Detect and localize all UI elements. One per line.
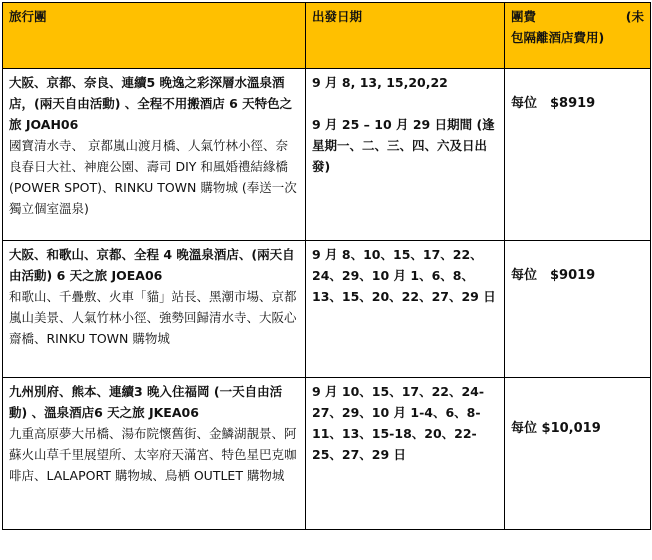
departure-dates: 9 月 10、15、17、22、24-27、29、10 月 1-4、6、8-11、13、15-18、20、22-25、27、29 日 xyxy=(312,384,485,462)
price-cell: 每位 $9019 xyxy=(505,241,651,378)
table-row xyxy=(3,241,651,378)
header-fee-label: 團費 xyxy=(511,9,537,24)
table-row xyxy=(3,378,651,530)
tour-description: 和歌山、千疊敷、火車「貓」站長、黑潮市場、京都嵐山美景、人氣竹林小徑、強勢回歸清水寺、大阪心齋橋、RINKU TOWN 購物城 xyxy=(9,289,297,346)
departure-dates: 9 月 25 – 10 月 29 日期間 (逢星期一、二、三、四、六及日出發) xyxy=(312,117,495,174)
tour-title: 大阪、和歌山、京都、全程 4 晚溫泉酒店、(兩天自由活動) 6 天之旅 JOEA06 xyxy=(9,247,295,283)
header-fee-note: 包隔離酒店費用) xyxy=(511,30,605,45)
tour-cell xyxy=(3,378,306,530)
tour-cell xyxy=(3,69,306,241)
dates-cell xyxy=(306,241,505,378)
dates-cell xyxy=(306,378,505,530)
header-row xyxy=(3,3,651,69)
header-dates: 出發日期 xyxy=(306,3,505,69)
header-fee xyxy=(505,3,651,69)
header-tour: 旅行團 xyxy=(3,3,306,69)
tour-description: 九重高原夢大吊橋、湯布院懷舊街、金鱗湖靚景、阿蘇火山草千里展望所、太宰府天滿宮、特色星巴克咖啡店、LALAPORT 購物城、鳥栖 OUTLET 購物城 xyxy=(9,426,297,483)
table-row xyxy=(3,69,651,241)
tour-title: 大阪、京都、奈良、連續5 晚逸之彩深層水溫泉酒店，(兩天自由活動) 、全程不用搬酒店 6 天特色之旅 JOAH06 xyxy=(9,75,293,132)
departure-dates: 9 月 8, 13, 15,20,22 xyxy=(312,75,448,90)
price-cell: 每位 $8919 xyxy=(505,69,651,241)
tour-description: 國寶清水寺、 京都嵐山渡月橋、人氣竹林小徑、奈良春日大社、神鹿公園、壽司 DIY 和風婚禮結緣橋(POWER SPOT)、RINKU TOWN 購物城 (奉送一次獨立個室溫泉) xyxy=(9,138,297,216)
header-fee-note-start: (未 xyxy=(625,9,644,24)
departure-dates: 9 月 8、10、15、17、22、24、29、10 月 1、6、8、13、15、20、22、27、29 日 xyxy=(312,247,496,304)
price-cell: 每位 $10,019 xyxy=(505,378,651,530)
tour-cell xyxy=(3,241,306,378)
dates-cell xyxy=(306,69,505,241)
tour-title: 九州別府、熊本、連續3 晚入住福岡 (一天自由活動) 、溫泉酒店6 天之旅 JKEA06 xyxy=(9,384,283,420)
tour-table xyxy=(2,2,651,530)
